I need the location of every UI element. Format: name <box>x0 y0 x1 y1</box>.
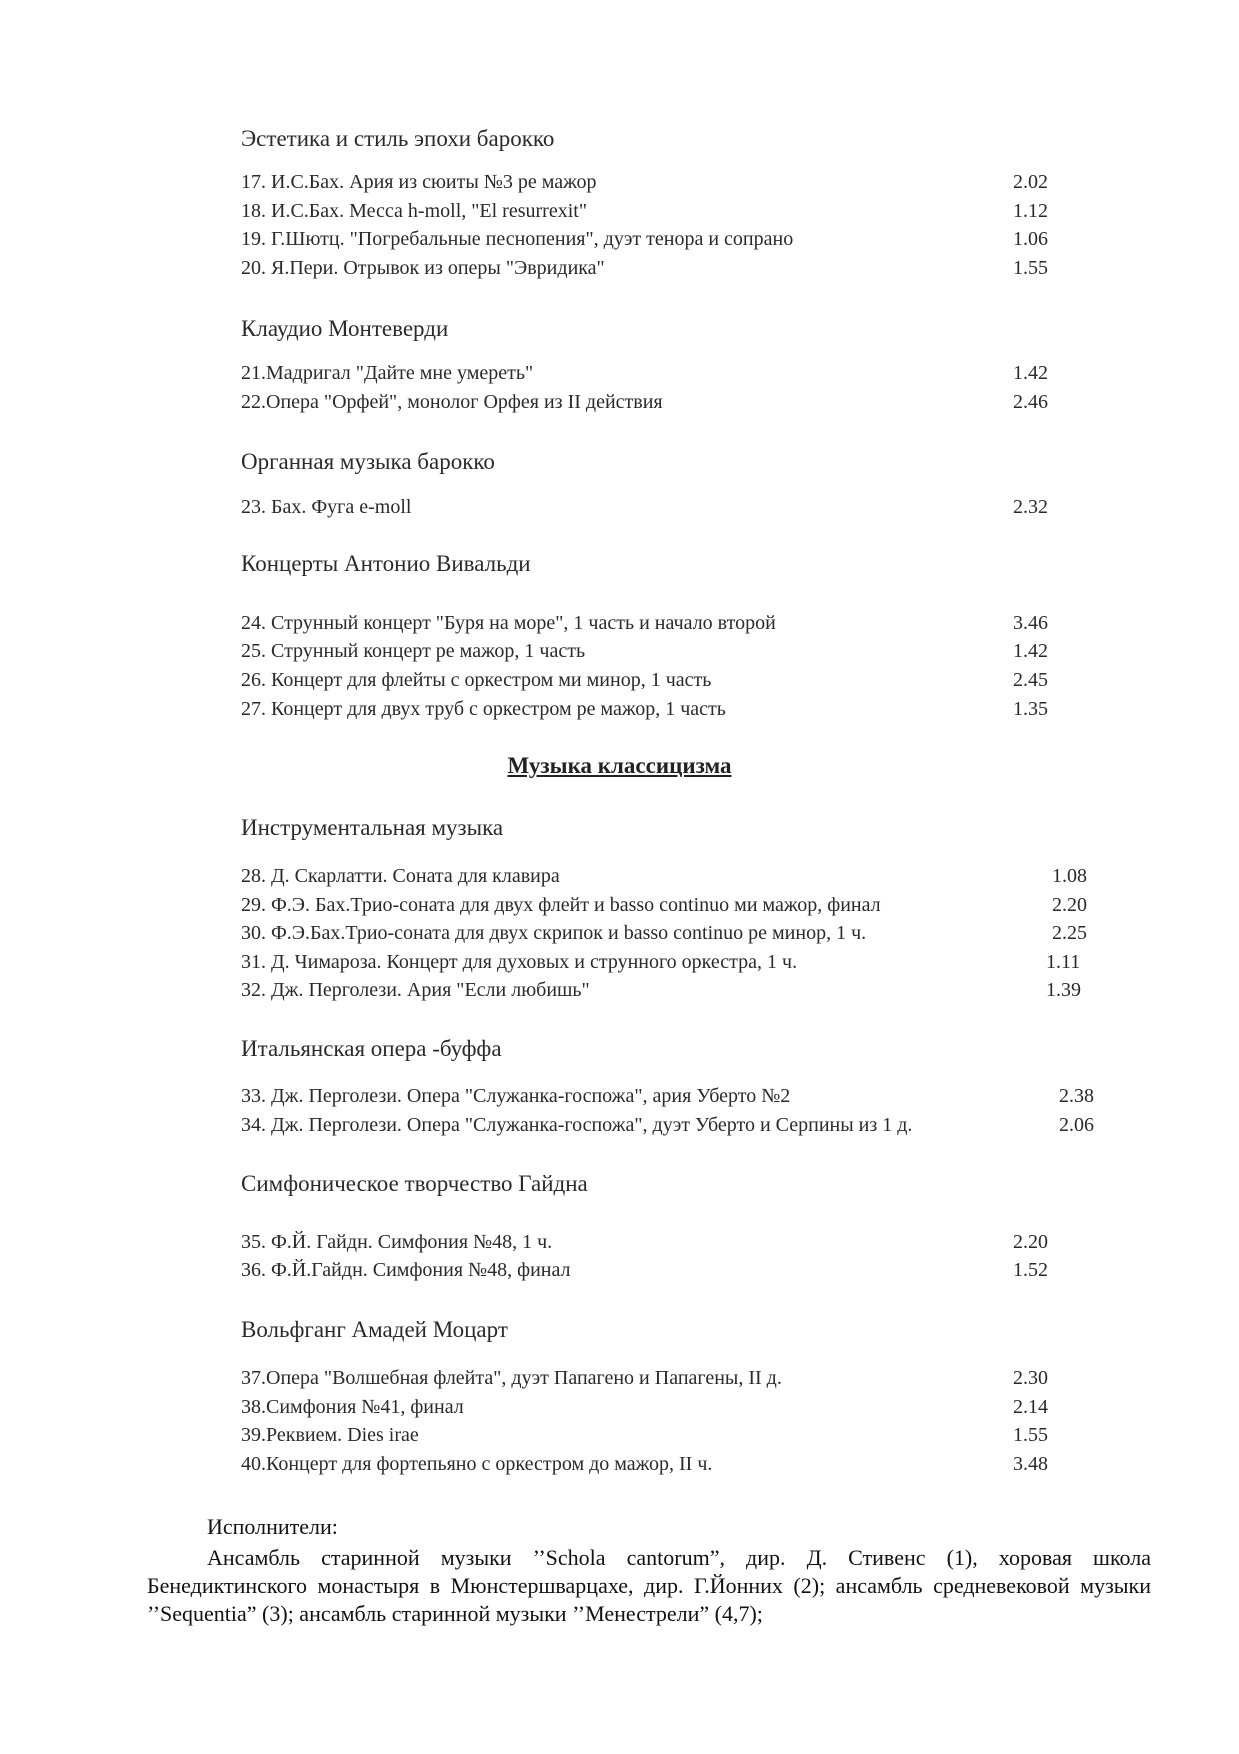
track-duration: 2.14 <box>1013 1396 1048 1418</box>
track-duration: 3.48 <box>1013 1453 1048 1475</box>
track-item: 37.Опера "Волшебная флейта", дуэт Папагено и Папагены, II д. <box>241 1367 782 1389</box>
track-item: 17. И.С.Бах. Ария из сюиты №3 ре мажор <box>241 171 597 193</box>
track-item: 31. Д. Чимароза. Концерт для духовых и струнного оркестра, 1 ч. <box>241 951 798 973</box>
track-item: 19. Г.Шютц. "Погребальные песнопения", дуэт тенора и сопрано <box>241 228 794 250</box>
track-duration: 2.46 <box>1013 391 1048 413</box>
track-item: 18. И.С.Бах. Месса h-moll, "El resurrexit" <box>241 200 587 222</box>
track-duration: 1.12 <box>1013 200 1048 222</box>
track-item: 30. Ф.Э.Бах.Трио-соната для двух скрипок и basso continuo ре минор, 1 ч. <box>241 922 867 944</box>
track-item: 24. Струнный концерт "Буря на море", 1 часть и начало второй <box>241 612 776 634</box>
track-item: 40.Концерт для фортепьяно с оркестром до мажор, II ч. <box>241 1453 713 1475</box>
section-heading-instrumental: Инструментальная музыка <box>241 815 504 840</box>
track-item: 32. Дж. Перголези. Ария "Если любишь" <box>241 979 590 1001</box>
track-item: 28. Д. Скарлатти. Соната для клавира <box>241 865 560 887</box>
track-duration: 1.52 <box>1013 1259 1048 1281</box>
track-duration: 2.06 <box>1059 1114 1094 1136</box>
track-duration: 1.11 <box>1046 951 1081 973</box>
track-item: 34. Дж. Перголези. Опера "Служанка-госпожа", дуэт Уберто и Серпины из 1 д. <box>241 1114 913 1136</box>
performers-title: Исполнители: <box>207 1514 338 1539</box>
section-heading-monteverdi: Клаудио Монтеверди <box>241 316 449 341</box>
track-item: 39.Реквием. Dies irae <box>241 1424 419 1446</box>
track-duration: 1.35 <box>1013 698 1048 720</box>
track-item: 36. Ф.Й.Гайдн. Симфония №48, финал <box>241 1259 571 1281</box>
track-duration: 1.55 <box>1013 257 1048 279</box>
track-item: 35. Ф.Й. Гайдн. Симфония №48, 1 ч. <box>241 1231 553 1253</box>
track-duration: 1.42 <box>1013 640 1048 662</box>
track-duration: 2.20 <box>1013 1231 1048 1253</box>
track-item: 26. Концерт для флейты с оркестром ми минор, 1 часть <box>241 669 712 691</box>
major-heading-classicism: Музыка классицизма <box>507 753 732 778</box>
section-heading-organ-music: Органная музыка барокко <box>241 449 495 474</box>
track-item: 21.Мадригал "Дайте мне умереть" <box>241 362 534 384</box>
track-item: 22.Опера "Орфей", монолог Орфея из II действия <box>241 391 663 413</box>
track-duration: 1.06 <box>1013 228 1048 250</box>
track-duration: 2.02 <box>1013 171 1048 193</box>
section-heading-haydn: Симфоническое творчество Гайдна <box>241 1171 588 1196</box>
section-heading-opera-buffa: Итальянская опера -буффа <box>241 1036 502 1061</box>
track-item: 23. Бах. Фуга e-moll <box>241 496 412 518</box>
track-duration: 1.08 <box>1052 865 1087 887</box>
section-heading-mozart: Вольфганг Амадей Моцарт <box>241 1317 508 1342</box>
section-heading-baroque-aesthetics: Эстетика и стиль эпохи барокко <box>241 126 555 151</box>
track-duration: 1.39 <box>1046 979 1081 1001</box>
track-item: 27. Концерт для двух труб с оркестром ре мажор, 1 часть <box>241 698 726 720</box>
track-item: 25. Струнный концерт ре мажор, 1 часть <box>241 640 586 662</box>
track-duration: 2.32 <box>1013 496 1048 518</box>
section-heading-vivaldi: Концерты Антонио Вивальди <box>241 551 531 576</box>
track-duration: 2.25 <box>1052 922 1087 944</box>
track-duration: 2.45 <box>1013 669 1048 691</box>
performers-paragraph: Ансамбль старинной музыки ’’Schola cantorum”, дир. Д. Стивенс (1), хоровая школа Бенедиктинского монастыря в Мюнстершварцахе, дир. Г.Йонних (2); ансамбль средневековой музыки ’’Sequentia” (3); ансамбль старинной музыки ’’Менестрели” (4,7); <box>147 1545 1151 1626</box>
track-item: 33. Дж. Перголези. Опера "Служанка-госпожа", ария Уберто №2 <box>241 1085 791 1107</box>
track-duration: 2.20 <box>1052 894 1087 916</box>
track-duration: 1.42 <box>1013 362 1048 384</box>
track-duration: 2.30 <box>1013 1367 1048 1389</box>
track-item: 38.Симфония №41, финал <box>241 1396 464 1418</box>
track-item: 20. Я.Пери. Отрывок из оперы "Эвридика" <box>241 257 605 279</box>
track-item: 29. Ф.Э. Бах.Трио-соната для двух флейт и basso continuo ми мажор, финал <box>241 894 881 916</box>
track-duration: 2.38 <box>1059 1085 1094 1107</box>
track-duration: 3.46 <box>1013 612 1048 634</box>
track-duration: 1.55 <box>1013 1424 1048 1446</box>
